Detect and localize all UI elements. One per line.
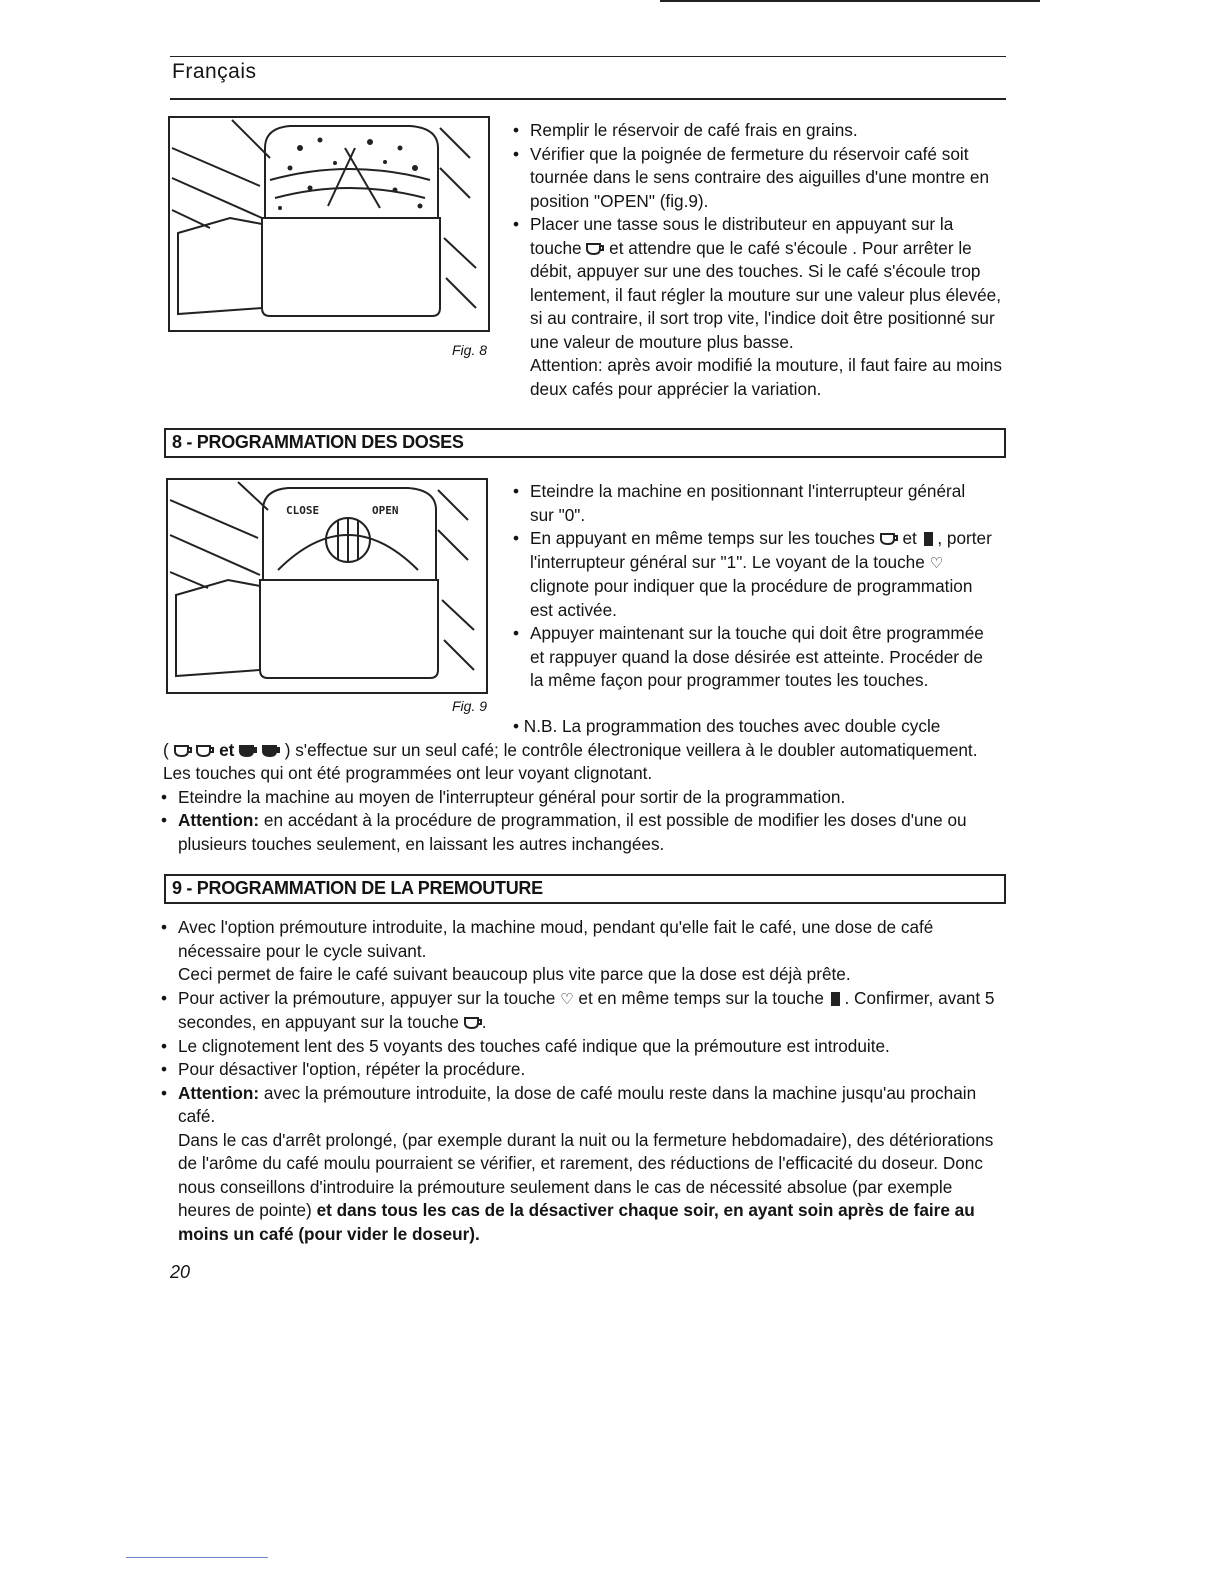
list-item — [513, 213, 1003, 401]
cup-icon — [196, 745, 214, 757]
section-9-body — [161, 916, 1006, 1246]
section-8-title: 8 - PROGRAMMATION DES DOSES — [164, 428, 1006, 458]
section-8-steps — [513, 480, 993, 693]
filled-cup-icon — [262, 745, 280, 757]
header-rule-bottom — [170, 98, 1006, 100]
bullet-text: clignote pour indiquer que la procédure de programmation est activée. — [530, 576, 973, 620]
bullet-text: avec la prémouture introduite, la dose de café moulu reste dans la machine jusqu'au prochain café. — [178, 1082, 977, 1126]
open-label: OPEN — [372, 504, 399, 517]
top-rule — [660, 0, 1040, 2]
list-item: • Pour activer la prémouture, appuyer sur la touche ♡ et en même temps sur la touche . Confirmer, avant 5 secondes, en appuyant sur la touche . — [161, 987, 1006, 1035]
cup-icon — [174, 745, 192, 757]
bullet-text: Pour activer la prémouture, appuyer sur la touche — [178, 987, 556, 1008]
list-item: • Eteindre la machine en positionnant l'interrupteur général sur "0". — [513, 480, 993, 527]
cup-icon — [880, 533, 898, 545]
footer-line — [126, 1557, 268, 1558]
list-item: • Remplir le réservoir de café frais en grains. — [513, 119, 1003, 143]
page-number: 20 — [170, 1262, 191, 1282]
nb-text: N.B. La programmation des touches avec double cycle — [523, 716, 941, 736]
figure-9-caption: Fig. 9 — [452, 698, 488, 714]
bullet-text: Avec l'option prémouture introduite, la machine moud, pendant qu'elle fait le café, une dose de café nécessaire pour le cycle suivant. — [178, 917, 934, 961]
figure-8-illustration — [168, 116, 490, 332]
filled-cup-icon — [239, 745, 257, 757]
tall-cup-icon — [924, 532, 933, 546]
bullet-text: Ceci permet de faire le café suivant beaucoup plus vite parce que la dose est déjà prête. — [178, 964, 851, 984]
fig8-instructions — [513, 119, 1003, 401]
list-item: • Le clignotement lent des 5 voyants des touches café indique que la prémouture est introduite. — [161, 1035, 1006, 1059]
figure-9-illustration — [166, 478, 488, 694]
list-item — [161, 916, 1006, 987]
heart-icon: ♡ — [560, 990, 574, 1008]
list-item: • Vérifier que la poignée de fermeture du réservoir café soit tournée dans le sens contraire des aiguilles d'une montre en position "OPEN" (fig.9). — [513, 143, 1003, 214]
bullet-text: en accédant à la procédure de programmation, il est possible de modifier les doses d'une ou plusieurs touches seulement, en laissant les autres inchangées. — [178, 810, 967, 854]
header-rule-top — [170, 56, 1006, 57]
heart-icon: ♡ — [929, 554, 944, 572]
cup-icon — [464, 1017, 482, 1029]
bullet-text: et — [902, 528, 917, 548]
attention-label: Attention: — [178, 810, 260, 830]
nb-paragraph: • N.B. La programmation des touches avec double cycle ( et ) s'effectue sur un seul café; le contrôle électronique veillera à le doubler automatiquement. Les touches qui ont été programmées ont leur voyant clignotant. — [163, 716, 978, 783]
paragraph-bold-text: et dans tous les cas de la désactiver chaque soir, en ayant soin après de faire au moins un café (pour vider le doseur). — [178, 1200, 975, 1244]
section-9-title: 9 - PROGRAMMATION DE LA PREMOUTURE — [164, 874, 1006, 904]
attention-label: Attention: — [178, 1082, 260, 1103]
bullet-text: et en même temps sur la touche — [578, 987, 824, 1008]
bullet-text: En appuyant en même temps sur les touches — [530, 528, 875, 548]
list-item — [161, 1082, 1006, 1247]
list-item: • Eteindre la machine au moyen de l'interrupteur général pour sortir de la programmation. — [161, 786, 1003, 810]
nb-text: et — [219, 739, 235, 760]
paragraph-text: Dans le cas d'arrêt prolongé, (par exemple durant la nuit ou la fermeture hebdomadaire), des détériorations de l'arôme du café moulu pourraient se vérifier, et rarement, des réductions de l'efficacité du doseur. Donc nous conseillons d'introduire la prémouture seulement dans le cas de nécessité absolue (par exemple heures de pointe) — [178, 1129, 994, 1220]
bullet-text: et attendre que le café s'écoule . Pour arrêter le débit, appuyer sur une des touches. Si le café s'écoule trop lentement, il faut régler la mouture sur une valeur plus élevée, si au contraire, il sort trop vite, l'indice doit être positionné sur une valeur de mouture plus basse. — [530, 237, 1002, 352]
tall-cup-icon — [831, 992, 840, 1006]
nb-text: ) s'effectue sur un seul café; le contrôle électronique veillera à le doubler automatiquement. Les touches qui ont été programmées ont leur voyant clignotant. — [163, 739, 978, 783]
list-item: • Pour désactiver l'option, répéter la procédure. — [161, 1058, 1006, 1082]
bullet-text: Placer une tasse sous le distributeur en appuyant sur la touche — [530, 214, 954, 258]
bullet-text: Attention: après avoir modifié la mouture, il faut faire au moins deux cafés pour apprécier la variation. — [530, 355, 1002, 399]
cup-icon — [586, 243, 604, 255]
list-item: • Appuyer maintenant sur la touche qui doit être programmée et rappuyer quand la dose désirée est atteinte. Procéder de la même façon pour programmer toutes les touches. — [513, 622, 993, 693]
bullet-text: , porter l'interrupteur général sur "1". Le voyant de la touche — [530, 528, 992, 572]
closing-paragraph — [178, 1129, 1006, 1247]
close-label: CLOSE — [286, 504, 320, 517]
list-item — [161, 809, 1003, 856]
section-8-notes — [163, 715, 1003, 856]
bullet-text: . Confirmer, avant 5 secondes, en appuyant sur la touche — [178, 987, 995, 1032]
language-label: Français — [172, 60, 257, 83]
figure-8-caption: Fig. 8 — [452, 342, 488, 358]
list-item — [513, 527, 993, 622]
